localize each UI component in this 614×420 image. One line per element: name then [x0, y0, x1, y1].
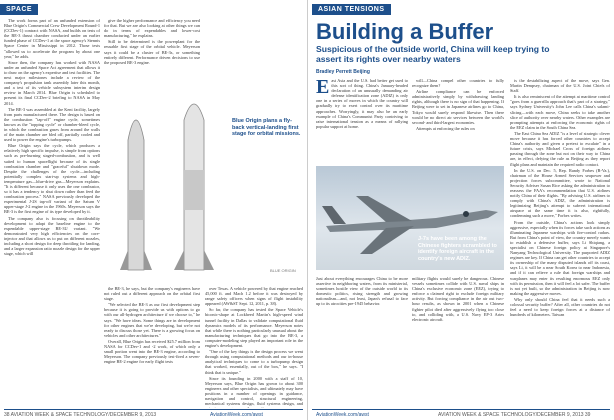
paragraph: give the higher performance and efficiency you need for that. But we are also looking at other things we can do in terms of expendables and lower-cost manufacturing," he explains. [104, 18, 200, 39]
paragraph: So far, the company has tested the Space Vehicle's biconic-shape at Lockheed Martin's high-speed wind tunnel facility in Dallas to validate computational fluid dynamics models of its performance. Meyerson notes that while there is nothing particularly unusual about the manufacturing techniques that go into the BE-3, a computer-modeling step played an important role in the engine's development. [205, 307, 303, 349]
right-page [307, 0, 614, 420]
paragraph: Still to be determined is the powerplant for the reusable first stage of the orbital vehicle. Meyerson says it could be a cluster of BE-3s, or something entirely different. Performance driven decisions to use the proposed BE-3 engine. [104, 39, 200, 65]
rocket-illustration [108, 80, 228, 280]
article-headline: Building a Buffer [316, 19, 494, 44]
paragraph: Attempts at enforcing the rules on [416, 125, 475, 131]
paragraph: Why only should China feel that it needs such a colossal security buffer? After all, other countries do not feel a need to keep foreign forces at a distance of hundreds of kilometers. Taiwan [510, 296, 610, 318]
paragraph: The BE-3 was assembled at the Kent facility, largely from parts manufactured there. The design is based on the combustion "tap-off" engine cycle, sometimes known as the "topping cycle" or chamber-bleed cycle, in which the combustion gases from around the walls of the main chamber are bled off, partially cooled and used to power the engine's turbopumps. [4, 106, 100, 143]
article-column-1 [316, 78, 408, 162]
paragraph: Since its founding in 2000 with a staff of 10, Meyerson says, Blue Origin has grown to about 300 engineers and other specialists, and ultimately may have positions in a number of openings in guidance, navigation and control, structural engineering, mechanical systems design, fluid systems design, and [205, 375, 303, 407]
paragraph: The work forms part of an unfunded extension of Blue Origin's Commercial Crew Development Round-1 (CCDev-1) contract with NASA, and builds on tests of the BE-3 thrust chamber conducted under an earlier funded phase of CCDev-1 at the space agency's Stennis Space Center in Mississippi in 2012. Those tests "allowed us to accelerate the program by about one year," he adds. [4, 18, 100, 59]
footer-url: AviationWeek.com/awst [316, 412, 369, 418]
paragraph: over Texas. A vehicle powered by that engine reached 45,000 ft. and Mach 1.2 before it was destroyed by range safety officers when signs of flight instability appeared (AW&ST Sept. 12, 2011, p. 38). [205, 286, 303, 307]
paragraph: Blue Origin says the cycle, which produces a relatively high specific impulse, is simple from options such as pre-burning staged-combustion, and is well suited to human spaceflight because of its single combustion chamber and "graceful" shutdown mode. Despite the challenges of the cycle—including potentially complex start-up systems and high-temperature gas—blue-drive gas—Meyerson explains. "It is different because it only uses the one combustor, so it has a tendency to shut down rather than feed the combustion process." NASA previously developed the experimental J-2S tap-off variant of the Saturn V upper-stage J-2 engine in the 1960s. Meyerson says the BE-3 is the first engine of its type developed by it. [4, 143, 100, 215]
article-deck: Suspicious of the outside world, China will keep trying to assert its rights over nearby waters [316, 44, 550, 64]
photo-caption: J-7s have been among the Chinese fighters scrambled to identify foreign aircraft in the country's new ADIZ. [418, 236, 497, 262]
section-tag: ASIAN TENSIONS [312, 4, 391, 15]
section-tag: SPACE [0, 4, 38, 15]
article-column-2-lower [104, 286, 200, 408]
lower-column-2: military flights would surely be dangerous. Chinese vessels sometimes collide with U.S. naval ships in China's exclusive economic zone (EEZ), trying to enforce a claimed right to exclude foreign military activity. But forcing compliance in the air out two-hour results, as shown in 2001 when a Chinese fighter pilot died after aggressively flying too close to, and colliding with, a U.S. Navy EP-3 Aries electronic aircraft. [412, 276, 504, 322]
paragraph: the BE-3, he says, but the company's engineers have not ruled out a different approach on the orbital first stage. [104, 286, 200, 302]
drop-cap: E [316, 78, 330, 98]
paragraph: The East China Sea ADIZ "is a level of strategic clever move because it has forced other countries to accept China's authority and given a pretext to escalate" in a future crisis, says Michael Cross of foreign airlines passing through the zone but not on their way to China are, in effect, defying the rule as Beijing as they report flight plans and maintain the required radio contact. [510, 130, 610, 167]
footer-url: AviationWeek.com/awst [210, 412, 263, 418]
paragraph: Since then, the company has worked with NASA under an unfunded Space Act agreement that allows it to draw on the agency's expertise and test facilities. The next major milestones include a review of the company's propulsion tank assembly later this month, and a test of its vehicle subsystem interim design review in March 2014. Blue Origin is scheduled to present its final CCDev-2 briefing to NASA in May 2014. [4, 59, 100, 106]
article-column-2 [412, 78, 504, 162]
paragraph: Overall, Blue Origin has received $25.7 million from NASA for CCDev-1 and -2 work, of which only a small portion went into the BE-3 engine, according to Meyerson. The company previously test-fired a seven-engine BE-2 engine for early flight tests [104, 338, 200, 365]
paragraph: From the outside, China's actions look simply aggressive, especially when its forces take such actions as illuminating Japanese warships with fire-control radars. But from China's point of view, the country merely wants to establish a defensive buffer, says Li Shiqiang, a specialist on Chinese foreign policy at Singapore's Nanyang Technological University. The purported ADIZ regimes are key. If China can get other countries to accept its ownership of the many disputed islands off its coast, says Li, it will be a near South Korea to near Indonesia, and if it can relieve a rule that foreign warships and warplanes may enter its resulting enormous EEZ only with its permission, then it will feel a lot safer. The buffer is not yet built, so the administration in Beijing is now making the aggressive moves. [510, 219, 610, 296]
footer-rule [4, 409, 303, 410]
byline: Bradley Perrett Beijing [316, 69, 370, 75]
paragraph: In the U.S. on Dec. 5, Rep. Randy Forbes (R-Va.), chairman of the House Armed Services seapower and projection forces subcommittee, wrote to National Security Adviser Susan Rice asking the administration to reassess the FAA's recommendation that U.S. airlines notify China of their flights. "By advising U.S. airlines to comply with China's ADIZ, the administration is legitimizing Beijing's attempt to subvert international airspace at the same time it is also, rightfully, condemning such a move," Forbes writes. [510, 167, 610, 219]
paragraph: Airline compliance can be enforced administratively simply by withdrawing landing rights, although there is no sign of that happening. If Beijing were to set in Japanese airlines go to China, Tokyo would surely respond likewise. Then there would be no direct air services between the world's second- and third-largest economies. [412, 89, 504, 125]
paragraph: The company also is focusing on throttleability development to adapt the baseline engine to the expendable upper-stage BE-3U variant. "We demonstrated very high efficiencies on the core-injector and that allows us to put on different nozzles, including a short design for deep throttling for landing, and a larger expansion ratio nozzle design for the upper stage, which will [4, 215, 100, 257]
paragraph: ast Asia and the U.S. had better get used to this sort of thing. China's January-headed declaration of an unusually demanding air defense identification zone (ADIZ) is only one in a series of moves in which the country will gradually try to exert control over its maritime approaches. Worryingly, it may also be an early example of China's Communist Party contriving to raise international tension as a means of rallying popular support at home. [316, 78, 408, 129]
footer-folio: 38 AVIATION WEEK & SPACE TECHNOLOGY/DECEMBER 9, 2013 [4, 412, 157, 418]
photo-credit: BLUE ORIGIN [270, 268, 296, 273]
paragraph: It is also reminiscent of the attempt at maritime control "goes from a guerrilla approach that's part of a strategy," says Sydney University's John Lee calls China's salami-slicing—with each move, China seeks to take another slice of authority over nearby waters. Other examples are prompting attempts at enforcing the economic rights of the EEZ claim in the South China Sea. [510, 94, 610, 130]
footer-rule [312, 409, 610, 410]
footer-folio: AVIATION WEEK & SPACE TECHNOLOGY/DECEMBER 9, 2013 39 [438, 412, 591, 418]
paragraph: is the destabilizing aspect of the move, says Gen. Martin Dempsey, chairman of the U.S. Joint Chiefs of Staff. [510, 78, 610, 94]
article-column-3 [205, 286, 303, 408]
paragraph: "One of the key things is the design process we went through using computational methods and our in-house analytical techniques to come to a turbopump design that worked, essentially, out of the box," he says. "I think that is unique." [205, 349, 303, 375]
article-column-1 [4, 18, 100, 410]
paragraph: "We selected the BE-3 as our first development step because it is going to provide us with options to go with our all-hydrogen architecture if we choose to," he says. "We have ideas. Some things are in development for other engines that we're developing, but we're not ready to discuss those yet. There is a growing focus on vehicles and other architectures." [104, 302, 200, 338]
article-column-2-top [104, 18, 200, 74]
image-caption: Blue Origin plans a fly-back vertical-landing first stage for orbital missions. [232, 118, 301, 137]
paragraph: will—China compel other countries to fully recognize them? [412, 78, 504, 89]
article-column-3 [510, 78, 610, 408]
lower-column-1: Just about everything encourages China to be more assertive in neighboring waters, from its ministerial, sometimes hostile view of the outside world to its domestic politics, rising strength and growing nationalism—and, not least, Japan's refusal to face up to its atrocities pre-1945 behavior. [316, 276, 408, 307]
